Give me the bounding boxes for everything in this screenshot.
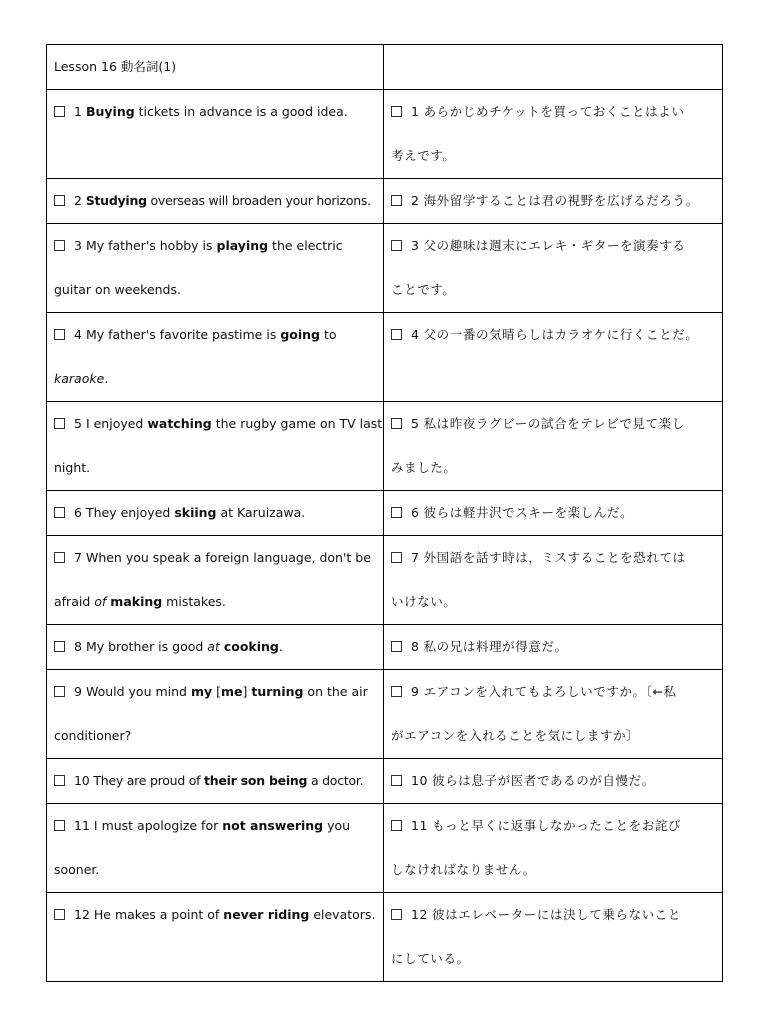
sentence-text: at Karuizawa. [216, 505, 306, 520]
italic-word: at [207, 639, 220, 654]
english-sentence-cell [47, 759, 384, 804]
translation-text: がエアコンを入れることを気にしますか〕 [391, 728, 640, 743]
sentence-text: the rugby game on TV last night. [54, 416, 383, 475]
lesson-table-body [47, 45, 723, 982]
header-right-cell [384, 45, 723, 90]
english-sentence-cell [47, 313, 384, 402]
translation-text: にしている。 [391, 951, 470, 966]
japanese-translation-cell [384, 893, 723, 982]
sentence-text: to [319, 327, 337, 342]
sentence-row [47, 536, 723, 625]
sentence-text: My father's favorite pastime is [85, 327, 281, 342]
sentence-text: [ [212, 684, 221, 699]
sentence-text: on the air conditioner? [54, 684, 368, 743]
checkbox-icon[interactable] [391, 641, 402, 652]
checkbox-icon[interactable] [54, 329, 65, 340]
english-sentence-cell [47, 402, 384, 491]
english-sentence-cell [47, 670, 384, 759]
checkbox-icon[interactable] [391, 329, 402, 340]
translation-text: みました。 [391, 460, 457, 475]
sentence-text: My father's hobby is [85, 238, 217, 253]
sentence-text: ] [242, 684, 252, 699]
english-sentence-cell [47, 893, 384, 982]
english-sentence-cell [47, 90, 384, 179]
checkbox-icon[interactable] [391, 507, 402, 518]
checkbox-icon[interactable] [54, 909, 65, 920]
japanese-translation-cell [384, 179, 723, 224]
translation-text: 私の兄は料理が得意だ。 [423, 639, 568, 654]
sentence-number: 6 [74, 505, 82, 520]
checkbox-icon[interactable] [391, 195, 402, 206]
japanese-translation-cell [384, 90, 723, 179]
translation-text: 彼らは軽井沢でスキーを楽しんだ。 [423, 505, 634, 520]
sentence-number: 1 [74, 104, 82, 119]
sentence-number: 2 [411, 193, 420, 208]
sentence-number: 8 [411, 639, 420, 654]
gerund-emphasis: watching [147, 416, 212, 431]
checkbox-icon[interactable] [391, 820, 402, 831]
sentence-number: 6 [411, 505, 420, 520]
japanese-translation-cell [384, 402, 723, 491]
sentence-row [47, 402, 723, 491]
checkbox-icon[interactable] [391, 775, 402, 786]
lesson-table [46, 44, 723, 982]
sentence-text: . [104, 371, 109, 386]
gerund-emphasis: skiing [174, 505, 217, 520]
sentence-row [47, 491, 723, 536]
sentence-number: 12 [74, 907, 90, 922]
japanese-translation-cell [384, 491, 723, 536]
sentence-number: 2 [74, 193, 82, 208]
gerund-emphasis: making [110, 594, 163, 609]
checkbox-icon[interactable] [391, 552, 402, 563]
gerund-emphasis: Buying [85, 104, 135, 119]
sentence-row [47, 670, 723, 759]
sentence-number: 5 [411, 416, 420, 431]
checkbox-icon[interactable] [391, 418, 402, 429]
sentence-text: . [278, 639, 283, 654]
gerund-emphasis: not answering [222, 818, 324, 833]
checkbox-icon[interactable] [54, 195, 65, 206]
translation-text: いけない。 [391, 594, 457, 609]
checkbox-icon[interactable] [391, 686, 402, 697]
checkbox-icon[interactable] [391, 909, 402, 920]
english-sentence-cell [47, 625, 384, 670]
sentence-number: 5 [74, 416, 82, 431]
english-sentence-cell [47, 224, 384, 313]
translation-text: 彼らは息子が医者であるのが自慢だ。 [432, 773, 655, 788]
checkbox-icon[interactable] [54, 686, 65, 697]
gerund-emphasis: my [190, 684, 213, 699]
translation-text: もっと早くに返事しなかったことをお詫び [432, 818, 682, 833]
sentence-text: tickets in advance is a good idea. [134, 104, 348, 119]
translation-text: 考えです。 [391, 148, 456, 163]
gerund-emphasis: never riding [223, 907, 310, 922]
sentence-text: He makes a point of [93, 907, 224, 922]
sentence-number: 12 [411, 907, 429, 922]
japanese-translation-cell [384, 536, 723, 625]
sentence-row [47, 804, 723, 893]
checkbox-icon[interactable] [391, 240, 402, 251]
header-row [47, 45, 723, 90]
translation-text: 彼はエレベーターには決して乗らないこと [432, 907, 682, 922]
japanese-translation-cell [384, 759, 723, 804]
checkbox-icon[interactable] [54, 507, 65, 518]
checkbox-icon[interactable] [54, 641, 65, 652]
sentence-text: you sooner. [54, 818, 351, 877]
translation-text: しなければなりません。 [391, 862, 536, 877]
sentence-row [47, 625, 723, 670]
translation-text: 外国語を話す時は，ミスすることを恐れては [423, 550, 686, 565]
lesson-title: Lesson 16 動名詞(1) [47, 45, 384, 90]
sentence-text: When you speak a foreign language, don't be afraid [54, 550, 371, 609]
gerund-emphasis: their son being [204, 773, 308, 788]
italic-word: karaoke [54, 371, 105, 386]
translation-text: ことです。 [391, 282, 456, 297]
italic-word: of [94, 594, 107, 609]
sentence-text: the electric guitar on weekends. [54, 238, 343, 297]
sentence-number: 10 [411, 773, 429, 788]
japanese-translation-cell [384, 313, 723, 402]
translation-text: 父の趣味は週末にエレキ・ギターを演奏する [423, 238, 686, 253]
gerund-emphasis: me [221, 684, 243, 699]
sentence-row [47, 224, 723, 313]
translation-text: 海外留学することは君の視野を広げるだろう。 [423, 193, 699, 208]
sentence-row [47, 90, 723, 179]
sentence-number: 10 [74, 773, 90, 788]
translation-text: エアコンを入れてもよろしいですか。〔←私 [423, 684, 677, 699]
sentence-text: Would you mind [85, 684, 191, 699]
translation-text: 父の一番の気晴らしはカラオケに行くことだ。 [423, 327, 699, 342]
japanese-translation-cell [384, 670, 723, 759]
checkbox-icon[interactable] [54, 106, 65, 117]
sentence-number: 4 [411, 327, 420, 342]
sentence-row [47, 759, 723, 804]
sentence-text: overseas will broaden your horizons. [146, 193, 371, 208]
gerund-emphasis: going [280, 327, 320, 342]
sentence-row [47, 179, 723, 224]
checkbox-icon[interactable] [54, 775, 65, 786]
sentence-text: mistakes. [162, 594, 226, 609]
sentence-number: 3 [74, 238, 82, 253]
sentence-text: They are proud of [93, 773, 205, 788]
sentence-number: 11 [74, 818, 90, 833]
english-sentence-cell [47, 491, 384, 536]
sentence-text: They enjoyed [85, 505, 175, 520]
sentence-number: 8 [74, 639, 82, 654]
gerund-emphasis: Studying [85, 193, 147, 208]
sentence-text: a doctor. [307, 773, 364, 788]
sentence-number: 9 [411, 684, 420, 699]
sentence-number: 4 [74, 327, 82, 342]
sentence-row [47, 893, 723, 982]
english-sentence-cell [47, 804, 384, 893]
japanese-translation-cell [384, 224, 723, 313]
japanese-translation-cell [384, 625, 723, 670]
japanese-translation-cell [384, 804, 723, 893]
sentence-number: 11 [411, 818, 429, 833]
checkbox-icon[interactable] [391, 106, 402, 117]
sentence-row [47, 313, 723, 402]
english-sentence-cell [47, 536, 384, 625]
translation-text: 私は昨夜ラグビーの試合をテレビで見て楽し [423, 416, 685, 431]
sentence-text: I enjoyed [85, 416, 148, 431]
sentence-text: My brother is good [85, 639, 208, 654]
gerund-emphasis: cooking [223, 639, 279, 654]
gerund-emphasis: playing [216, 238, 269, 253]
checkbox-icon[interactable] [54, 240, 65, 251]
checkbox-icon[interactable] [54, 552, 65, 563]
sentence-number: 1 [411, 104, 420, 119]
sentence-number: 7 [74, 550, 82, 565]
gerund-emphasis: turning [251, 684, 304, 699]
sentence-text: I must apologize for [93, 818, 223, 833]
sentence-text: elevators. [309, 907, 376, 922]
checkbox-icon[interactable] [54, 418, 65, 429]
sentence-number: 9 [74, 684, 82, 699]
english-sentence-cell [47, 179, 384, 224]
sentence-number: 7 [411, 550, 420, 565]
checkbox-icon[interactable] [54, 820, 65, 831]
sentence-number: 3 [411, 238, 420, 253]
translation-text: あらかじめチケットを買っておくことはよい [423, 104, 685, 119]
